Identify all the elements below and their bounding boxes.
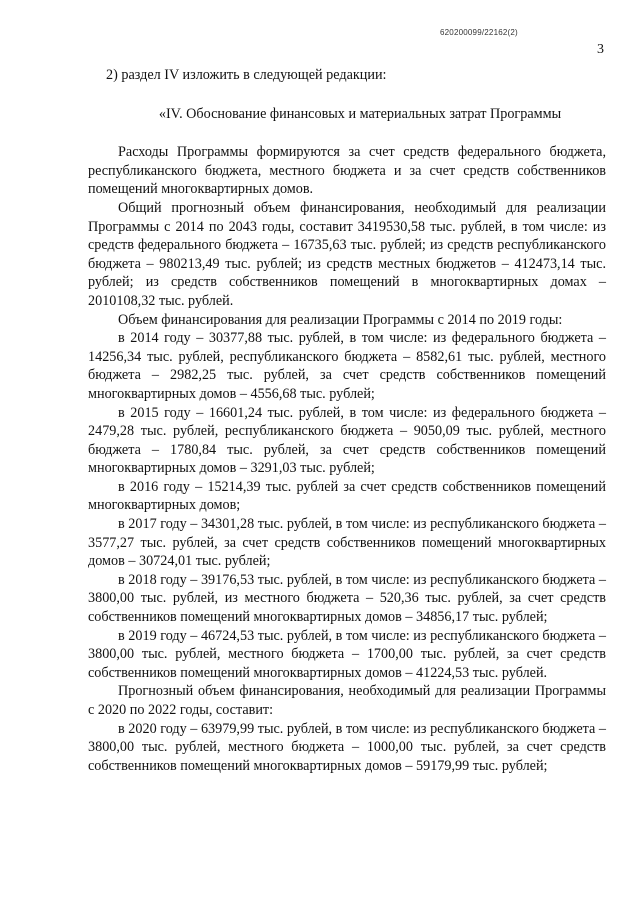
paragraph-year-2015: в 2015 году – 16601,24 тыс. рублей, в том числе: из федерального бюджета – 2479,28 тыс. рублей, республиканского бюджета – 9050,09 тыс. рублей, местного бюджета – 1780,84 тыс. рублей, за счет средств собственников помещений многоквартирных домов – 3291,03 тыс. рублей; [88, 404, 606, 477]
paragraph-year-2019: в 2019 году – 46724,53 тыс. рублей, в том числе: из республиканского бюджета – 3800,00 тыс. рублей, местного бюджета – 1700,00 тыс. рублей, за счет средств собственников помещений многоквартирных домов – 41224,53 тыс. рублей. [88, 627, 606, 681]
document-code: 620200099/22162(2) [440, 28, 518, 37]
paragraph-year-2017: в 2017 году – 34301,28 тыс. рублей, в том числе: из республиканского бюджета – 3577,27 тыс. рублей, за счет средств собственников помещений многоквартирных домов – 30724,01 тыс. рублей; [88, 516, 606, 570]
section-heading: «IV. Обоснование финансовых и материальных затрат Программы [158, 105, 562, 122]
paragraph-total-funding: Общий прогнозный объем финансирования, необходимый для реализации Программы с 2014 по 2043 годы, составит 3419530,58 тыс. рублей, в том числе: из средств федерального бюджета – 16735,63 тыс. рублей; из средств республиканского бюджета – 980213,49 тыс. рублей; из средств местных бюджетов – 412473,14 тыс. рублей; из средств собственников помещений в многоквартирных домах – 2010108,32 тыс. рублей. [88, 199, 606, 309]
paragraph-year-2018: в 2018 году – 39176,53 тыс. рублей, в том числе: из республиканского бюджета – 3800,00 тыс. рублей, из местного бюджета – 520,36 тыс. рублей, за счет средств собственников помещений многоквартирных домов – 34856,17 тыс. рублей; [88, 571, 606, 626]
amendment-intro: 2) раздел IV изложить в следующей редакции: [106, 67, 387, 83]
paragraph-forecast-2020-2022: Прогнозный объем финансирования, необходимый для реализации Программы с 2020 по 2022 годы, составит: [88, 683, 606, 718]
document-body [88, 66, 606, 775]
paragraph-year-2016: в 2016 году – 15214,39 тыс. рублей за счет средств собственников помещений многоквартирных домов; [88, 478, 606, 514]
paragraph-funding-sources: Расходы Программы формируются за счет средств федерального бюджета, республиканского бюджета, местного бюджета и за счет средств собственников помещений многоквартирных домов. [88, 144, 606, 198]
paragraph-year-2014: в 2014 году – 30377,88 тыс. рублей, в том числе: из федерального бюджета – 14256,34 тыс. рублей, республиканского бюджета – 8582,61 тыс. рублей, местного бюджета – 2982,25 тыс. рублей, за счет средств собственников помещений многоквартирных домов – 4556,68 тыс. рублей; [88, 330, 606, 402]
paragraph-year-2020: в 2020 году – 63979,99 тыс. рублей, в том числе: из республиканского бюджета – 3800,00 тыс. рублей, местного бюджета – 1000,00 тыс. рублей, за счет средств собственников помещений многоквартирных домов – 59179,99 тыс. рублей; [88, 720, 606, 774]
paragraph-funding-2014-2019: Объем финансирования для реализации Программы с 2014 по 2019 годы: [118, 311, 563, 328]
page-number: 3 [597, 42, 604, 57]
